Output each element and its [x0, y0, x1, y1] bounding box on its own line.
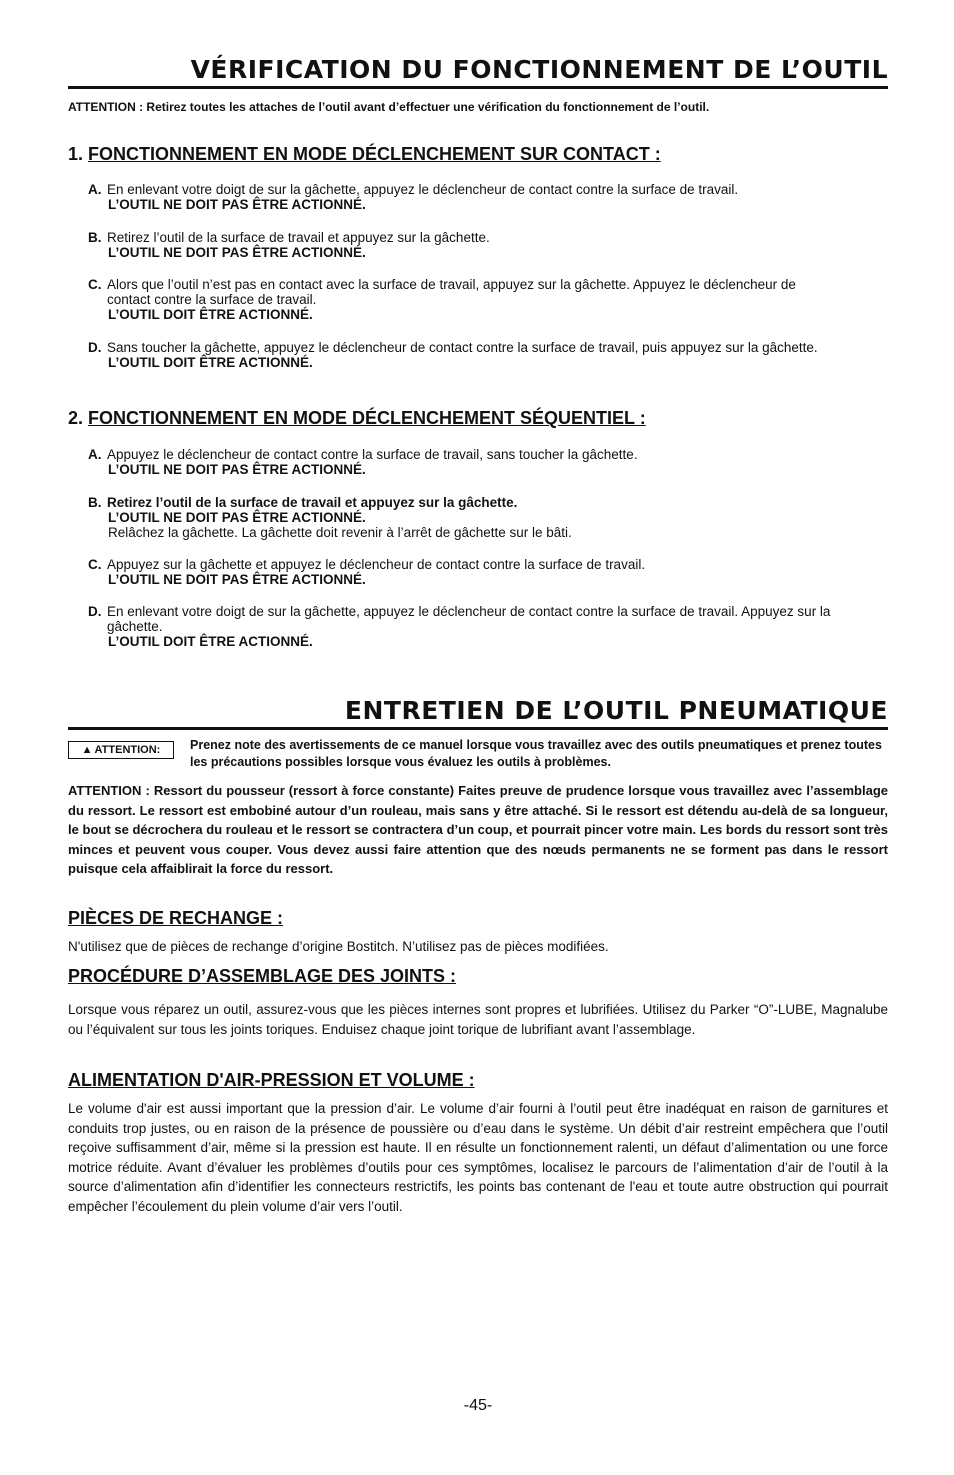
- step-result: L’OUTIL NE DOIT PAS ÊTRE ACTIONNÉ.: [108, 245, 366, 260]
- step-text: Retirez l’outil de la surface de travail et appuyez sur la gâchette.: [107, 495, 518, 510]
- badge-label: ATTENTION:: [94, 744, 161, 756]
- step-result: L’OUTIL DOIT ÊTRE ACTIONNÉ.: [108, 634, 313, 649]
- step-text: En enlevant votre doigt de sur la gâchette, appuyez le déclencheur de contact contre la surface de travail. Appuyez sur la gâchette.: [107, 604, 831, 634]
- step-label: C.: [88, 277, 102, 292]
- step-text: Alors que l’outil n’est pas en contact avec la surface de travail, appuyez sur la gâchette. Appuyez le déclencheur de contact contre la surface de travail.: [107, 277, 796, 307]
- pneumatic-warning: Prenez note des avertissements de ce manuel lorsque vous travaillez avec des outils pneumatiques et prenez toutes les précautions possibles lorsque vous évaluez les outils à problèmes.: [190, 738, 882, 769]
- step-text: En enlevant votre doigt de sur la gâchette, appuyez le déclencheur de contact contre la surface de travail.: [107, 182, 739, 197]
- heading-air-supply: ALIMENTATION D'AIR-PRESSION ET VOLUME :: [68, 1070, 475, 1090]
- heading-text: FONCTIONNEMENT EN MODE DÉCLENCHEMENT SUR CONTACT :: [88, 144, 661, 164]
- heading-seal-assembly: PROCÉDURE D’ASSEMBLAGE DES JOINTS :: [68, 966, 457, 986]
- step-note: Relâchez la gâchette. La gâchette doit revenir à l’arrêt de gâchette sur le bâti.: [108, 525, 572, 540]
- attention-fasteners: ATTENTION : Retirez toutes les attaches de l’outil avant d’effectuer une vérification du fonctionnement de l’outil.: [68, 100, 710, 114]
- heading-replacement-parts: PIÈCES DE RECHANGE :: [68, 908, 284, 928]
- sequential-step-b: [88, 495, 888, 540]
- step-label: B.: [88, 495, 102, 510]
- step-result: L’OUTIL NE DOIT PAS ÊTRE ACTIONNÉ.: [108, 572, 366, 587]
- contact-step-b: [88, 230, 888, 260]
- title-rule: [68, 86, 888, 89]
- replacement-parts-text: N'utilisez que de pièces de rechange d’origine Bostitch. N’utilisez pas de pièces modifiées.: [68, 939, 609, 954]
- contact-step-a: [88, 182, 888, 212]
- page-number: -45-: [463, 1397, 493, 1414]
- section-title-verification: VÉRIFICATION DU FONCTIONNEMENT DE L’OUTIL: [190, 55, 888, 84]
- sequential-step-a: [88, 447, 888, 477]
- air-supply-text: Le volume d'air est aussi important que la pression d’air. Le volume d’air fourni à l’outil peut être inadéquat en raison de garnitures et conduits trop justes, ou en raison de la présence de poussière ou d’eau dans le système. Un débit d’air restreint empêchera que l’outil reçoive suffisamment d’air, même si la pression est haute. Il en résulte un fonctionnement ralenti, un défaut d’alimentation ou une force motrice réduite. Avant d’évaluer les problèmes d’outils pour ces symptômes, localisez le parcours de l’alimentation d’air de l’outil à la source d’alimentation afin d’identifier les connecteurs restrictifs, les points bas contenant de l'eau et toute autre obstruction qui pourrait empêcher l’écoulement du plein volume d’air vers l’outil.: [68, 1101, 888, 1214]
- sequential-step-c: [88, 557, 888, 587]
- title-rule: [68, 727, 888, 730]
- step-result: L’OUTIL DOIT ÊTRE ACTIONNÉ.: [108, 307, 313, 322]
- spring-attention: ATTENTION : Ressort du pousseur (ressort à force constante) Faites preuve de prudence lorsque vous travaillez avec l’assemblage du ressort. Le ressort est embobiné autour d’un rouleau, mais sans y être attaché. Si le ressort est détendu au-delà de sa longueur, le bout se décrochera du rouleau et le ressort se contractera d’un coup, et pourrait pincer votre main. Les bords du ressort sont très minces et peuvent vous couper. Vous devez aussi faire attention que des nœuds permanents ne se forment pas dans le ressort puisque cela affaiblirait la force du ressort.: [68, 783, 888, 876]
- heading-number: 2.: [68, 408, 84, 428]
- step-label: C.: [88, 557, 102, 572]
- heading-text: FONCTIONNEMENT EN MODE DÉCLENCHEMENT SÉQUENTIEL :: [88, 408, 646, 428]
- step-result: L’OUTIL NE DOIT PAS ÊTRE ACTIONNÉ.: [108, 197, 366, 212]
- attention-badge: [68, 741, 174, 759]
- sequential-step-d: [88, 604, 888, 649]
- heading-sequential-mode: [68, 407, 646, 429]
- step-label: A.: [88, 447, 102, 462]
- step-result: L’OUTIL NE DOIT PAS ÊTRE ACTIONNÉ.: [108, 510, 366, 525]
- step-text: Sans toucher la gâchette, appuyez le déclencheur de contact contre la surface de travail, puis appuyez sur la gâchette.: [107, 340, 818, 355]
- contact-step-c: [88, 277, 888, 322]
- step-text: Retirez l’outil de la surface de travail et appuyez sur la gâchette.: [107, 230, 490, 245]
- step-result: L’OUTIL NE DOIT PAS ÊTRE ACTIONNÉ.: [108, 462, 366, 477]
- step-text: Appuyez sur la gâchette et appuyez le déclencheur de contact contre la surface de travail.: [107, 557, 646, 572]
- heading-contact-mode: [68, 143, 661, 165]
- step-text: Appuyez le déclencheur de contact contre la surface de travail, sans toucher la gâchette.: [107, 447, 638, 462]
- step-result: L’OUTIL DOIT ÊTRE ACTIONNÉ.: [108, 355, 313, 370]
- warning-triangle-icon: ▲: [81, 744, 93, 756]
- step-label: D.: [88, 604, 102, 619]
- contact-step-d: [88, 340, 888, 370]
- section-title-maintenance: ENTRETIEN DE L’OUTIL PNEUMATIQUE: [344, 696, 888, 725]
- seal-assembly-text: Lorsque vous réparez un outil, assurez-vous que les pièces internes sont propres et lubrifiées. Utilisez du Parker “O”-LUBE, Magnalube ou l’équivalent sur tous les joints toriques. Enduisez chaque joint torique de lubrifiant avant l’assemblage.: [68, 1002, 888, 1037]
- step-label: B.: [88, 230, 102, 245]
- step-label: A.: [88, 182, 102, 197]
- step-label: D.: [88, 340, 102, 355]
- heading-number: 1.: [68, 144, 84, 164]
